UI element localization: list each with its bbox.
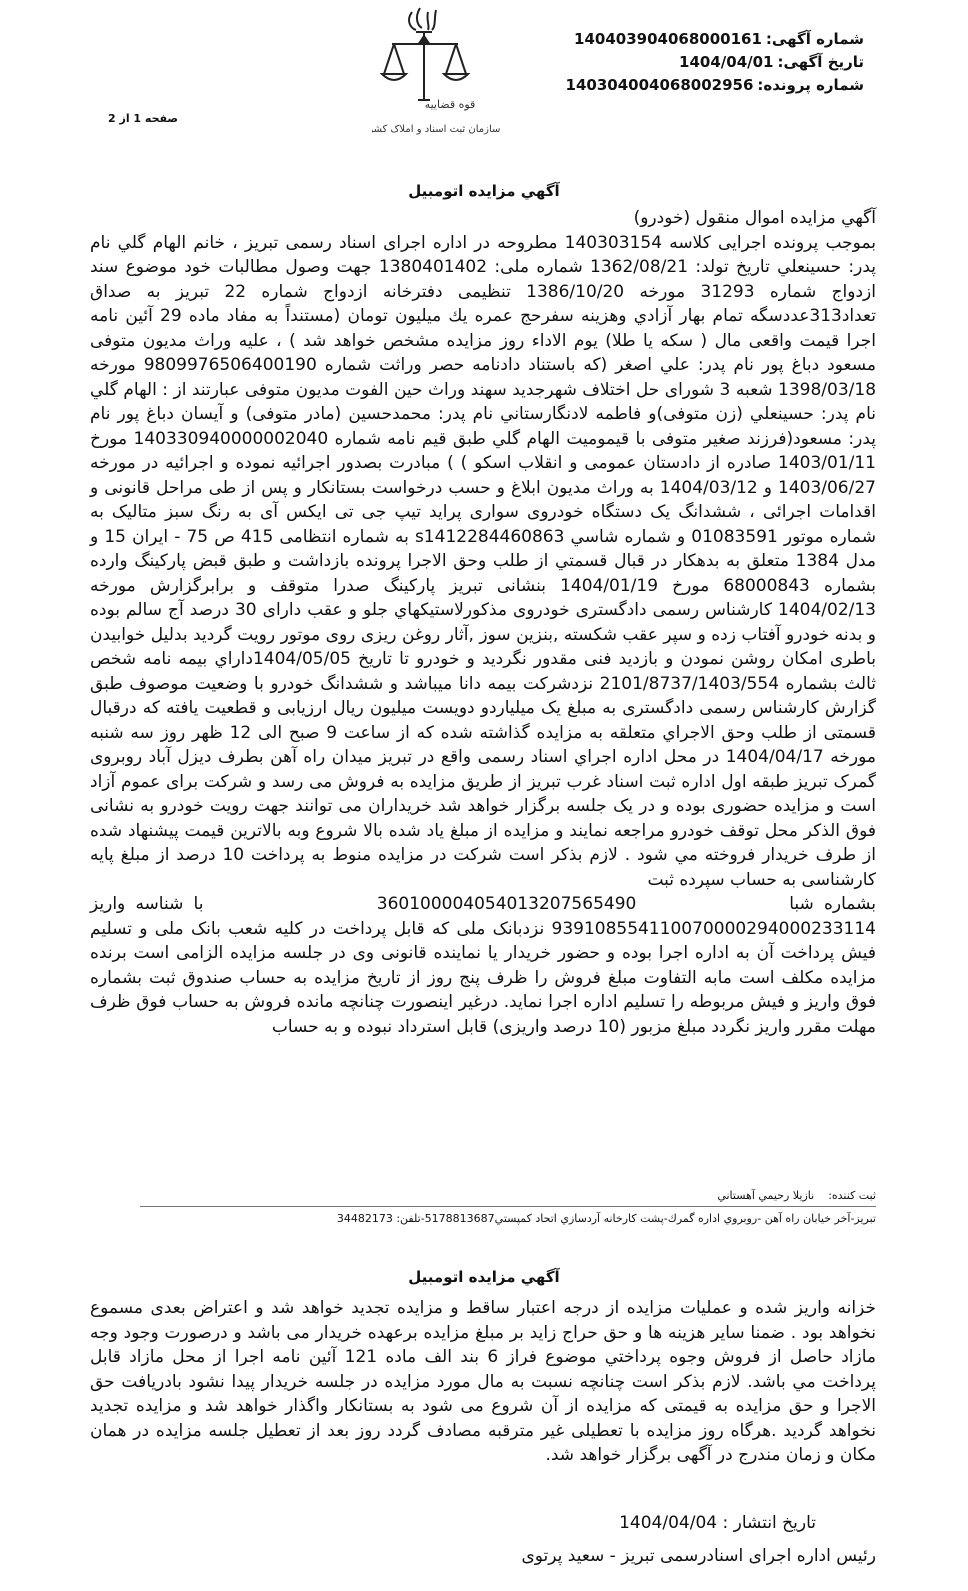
notice-number-label: شماره آگهی: xyxy=(765,30,864,48)
notice-meta xyxy=(566,28,864,97)
publish-date-line xyxy=(619,1513,816,1533)
notice-title: آگهي مزايده اتومبيل xyxy=(408,182,560,200)
notice-date-row xyxy=(566,51,864,74)
notice-paragraph-2 xyxy=(90,917,876,1040)
notice-number-row xyxy=(566,28,864,51)
notice-intro: آگهي مزايده اموال منقول (خودرو) xyxy=(633,208,876,228)
notice-body xyxy=(90,206,876,1039)
scales-emblem-icon xyxy=(372,4,502,144)
signature: رئیس اداره اجرای اسنادرسمی تبریز - سعيد پرتوی xyxy=(521,1546,876,1566)
registrar-label: ثبت كننده: xyxy=(828,1189,876,1202)
notice-number: 14040390406800016‌1 xyxy=(574,30,762,48)
file-number-row xyxy=(566,74,864,97)
notice-paragraph-2-text: نزدبانک ملی که قابل پرداخت در کلیه شعب بانک ملی و تسلیم فیش پرداخت آن به اداره اجرا بوده و حضور خریدار یا نماینده قانونی وی در جلسه مزایده الزامی است برنده مزایده مکلف است مابه التفاوت مبلغ فروش را ظرف پنج روز از تاریخ مزایده به حساب صندوق ثبت بشماره فوق واريز و فيش مربوطه را تسلیم اداره اجرا نماید. درغیر اینصورت چنانچه مانده فروش به حساب فوق ظرف مهلت مقرر واریز نگردد مبلغ مزبور (10 درصد واریزی) قابل استرداد نبوده و به حساب xyxy=(90,918,876,1037)
deposit-id: 939108554110070000294000233114 xyxy=(551,918,876,939)
publish-date: 1404/04/04 xyxy=(619,1513,718,1533)
file-number-label: شماره پرونده: xyxy=(757,76,864,94)
notice-paragraph-3: خزانه واریز شده و عملیات مزایده از درجه اعتبار ساقط و مزایده تجدید خواهد شد و اعتراض بعدی مسموع نخواهد بود . ضمنا سایر هزینه ها و حق حراج زاید بر مبلغ مزایده برعهده خریدار می باشد و درصورت وجود وجه مازاد حاصل از فروش وجوه پرداختي موضوع فراز 6 بند الف ماده 121 آئین نامه اجرا از محل مازاد قابل پرداخت مي باشد. لازم بذکر است چنانچه نسبت به مال مورد مزايده در جلسه خريدار پيدا نشود بادریافت حق الاجرا و حق مزايده به قيمتی كه مزايده از آن شروع می شود به بستانكار واگذار خواهد شد و مزایده تجدید نخواهد گردید .هرگاه روز مزايده با تعطيلی غير مترقبه مصادف گردد روز بعد از تعطيل جلسه مزايده در همان مكان و زمان مندرج در آگهی برگزار خواهد شد. xyxy=(90,1298,877,1465)
notice-date-label: تاریخ آگهی: xyxy=(777,53,864,71)
deposit-id-label: با شناسه واريز xyxy=(90,894,204,914)
office-address: تبريز-آخر خيابان راه آهن -روبروي اداره گمرك-پشت كارخانه آردسازي اتحاد كمپستي5178813687-تلفن: 34482173 xyxy=(336,1212,876,1225)
judiciary-emblem-logo xyxy=(372,4,502,144)
registrar-line xyxy=(717,1189,876,1202)
org-line2: سازمان ثبت اسناد و املاک کشور xyxy=(372,124,501,135)
sheba-number: 360100004054013207565490 xyxy=(376,894,637,914)
page-number: صفحه 1 از 2 xyxy=(108,112,179,125)
file-number: 140304004068002956 xyxy=(565,76,754,94)
divider xyxy=(140,1206,876,1207)
sheba-label: بشماره شبا xyxy=(789,894,877,914)
org-line1: قوه قضاییه xyxy=(424,98,476,111)
notice-paragraph-1: بموجب پرونده اجرایی کلاسه 140303154 مطروحه در اداره اجرای اسناد رسمی تبریز ، خانم الهام گلي نام پدر: حسينعلي تاریخ تولد: 1362/08/21 شماره ملی: 1380401402 جهت وصول مطالبات خود موضوع سند ازدواج شماره 31293 مورخه 1386/10/20 تنظیمی دفترخانه ازدواج شماره 22 تبریز به صداق تعداد313عددسگه تمام بهار آزادي وهزينه سفرحج عمره يك ميليون تومان (مستنداً به مفاد ماده 29 آئین نامه اجرا قیمت واقعی مال ( سکه یا طلا) یوم الاداء روز مزایده مشخص خواهد شد ) ، عليه وراث مديون متوفی مسعود دباغ پور نام پدر: علي اصغر (كه باستناد دادنامه حصر وراثت شماره 9809976506400190 مورخه 1398/03/18 شعبه 3 شورای حل اختلاف شهرجديد سهند وراث حين الفوت مدیون متوفی عبارتند از : الهام گلي نام پدر: حسينعلي (زن متوفی)و فاطمه لادنگارستاني نام پدر: محمدحسين (مادر متوفی) و آيسان دباغ پور نام پدر: مسعود(فرزند صغیر متوفی با قيموميت الهام گلي طبق قيم نامه شماره 140330940000002040 مورخ 1403/01/11 صادره از دادستان عمومی و انقلاب اسکو ) ) مبادرت بصدور اجرائیه نموده و اجرائیه در مورخه 1403/06/27 و 1404/03/12 به وراث مديون ابلاغ و حسب درخواست بستانکار و پس از طی مراحل قانونی و اقدامات اجرائی ، ششدانگ یک دستگاه خودروی سواری پراید تیپ جی تی ایکس آی به رنگ سبز متالیک به شماره موتور 01083591 و شماره شاسي s1412284460863 به شماره انتظامی 415 ص 75 - ایران 15 و مدل 1384 متعلق به بدهكار در قبال قسمتي از طلب وحق الاجرا پرونده بازداشت و طبق قبض پارکینگ وارده بشماره 68000843 مورخ 1404/01/19 بنشانی تبریز پارکینگ صدرا متوقف و برابرگزارش مورخه 1404/02/13 کارشناس رسمی دادگستری خودروی مذكورلاستيكهاي جلو و عقب دارای 30 درصد آج سالم بوده و بدنه خودرو آفتاب زده و سپر عقب شکسته ,بنزین سوز ,آثار روغن ریزی روی موتور رویت گردید بدلیل خوابیدن باطری امکان روشن نمودن و بازدید فنی مقدور نگردید و خودرو تا تاریخ 1404/05/05داراي بيمه نامه شخص ثالث بشماره 2101/8737/1403/554 نزدشرکت بیمه دانا میباشد و ششدانگ خودرو با وضعیت موصوف طبق گزارش کارشناس رسمی دادگستری به مبلغ یک میلیاردو دویست میلیون ریال ارزیابی و قطعیت یافته که درقبال قسمتی از طلب وحق الاجراي متعلقه به مزایده گذاشته شده كه از ساعت 9 صبح الی 12 ظهر روز سه شنبه مورخه 1404/04/17 در محل اداره اجراي اسناد رسمی واقع در تبریز میدان راه آهن بطرف دیزل آباد روبروی گمرک تبریز طبقه اول اداره ثبت اسناد غرب تبریز از طریق مزایده به فروش می رسد و شرکت برای عموم آزاد است و مزایده حضوری بوده و در یک جلسه برگزار خواهد شد خریداران می توانند جهت رویت خودرو به نشانی فوق الذكر محل توقف خودرو مراجعه نمایند و مزایده از مبلغ یاد شده بالا شروع وبه بالاترين قيمت پيشنهاد شده از طرف خريدار فروخته مي شود . لازم بذکر است شرکت در مزایده منوط به پرداخت 10 درصد از مبلغ پایه کارشناسی به حساب سپرده ثبت xyxy=(90,232,877,890)
notice-date: 1404/04/01 xyxy=(679,53,774,71)
notice-title-page-2: آگهي مزايده اتومبيل xyxy=(408,1268,560,1286)
notice-body-page-2 xyxy=(90,1296,876,1468)
registrar-name: نازيلا رحيمي آهستاني xyxy=(717,1189,815,1202)
sheba-line xyxy=(90,892,876,917)
publish-date-label: تاریخ انتشار : xyxy=(722,1513,816,1533)
